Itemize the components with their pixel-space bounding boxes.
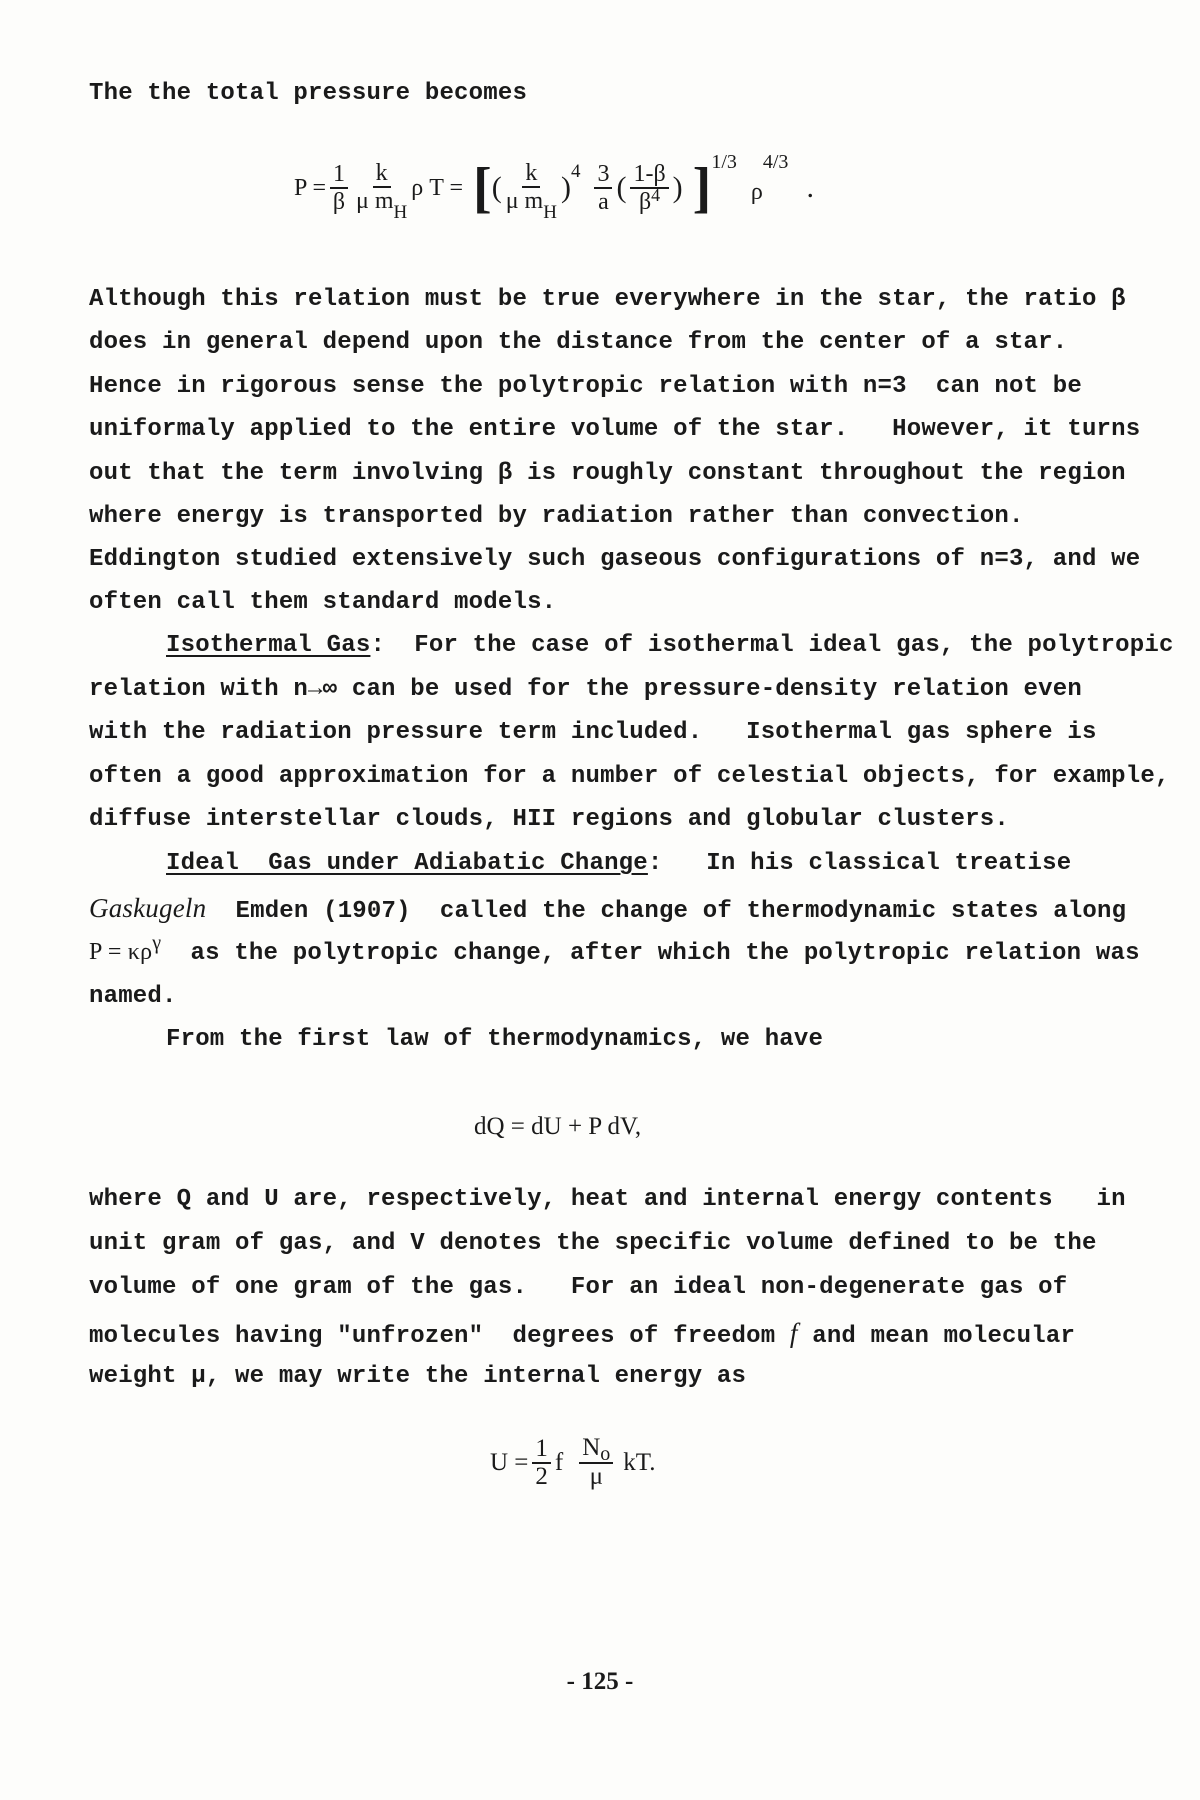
- formula: P = κρ: [89, 939, 153, 965]
- den: [356, 188, 408, 223]
- sub: o: [600, 1443, 611, 1465]
- den: a: [598, 189, 609, 215]
- fraction: [356, 160, 408, 223]
- sub: H: [543, 202, 557, 223]
- paren: ): [672, 171, 683, 204]
- text-line: Hence in rigorous sense the polytropic relation with n=3 can not be: [89, 373, 1082, 400]
- outer-exponent: 1/3: [711, 150, 737, 173]
- text-line: [166, 849, 1071, 879]
- right-bracket: ]: [692, 157, 712, 219]
- den-text: μ m: [356, 188, 394, 214]
- text-line: [166, 631, 1174, 661]
- book-title: Gaskugeln: [89, 893, 207, 923]
- sub: H: [393, 202, 408, 223]
- den: μ: [589, 1463, 603, 1490]
- den-text: β: [638, 188, 652, 215]
- text: : In his classical treatise: [647, 850, 1072, 877]
- formula-exponent: γ: [152, 932, 162, 954]
- num: k: [373, 160, 391, 188]
- symbol-f: f: [554, 1448, 564, 1476]
- text-line: often a good approximation for a number of celestial objects, for example,: [89, 763, 1170, 790]
- equation-first-law: dQ = dU + P dV,: [474, 1113, 642, 1140]
- fraction: [505, 160, 557, 223]
- text: and mean molecular: [797, 1323, 1076, 1350]
- text-line: relation with n→∞ can be used for the pressure-density relation even: [89, 676, 1082, 703]
- text-line: with the radiation pressure term included. Isothermal gas sphere is: [89, 719, 1097, 746]
- text-line: does in general depend upon the distance from the center of a star.: [89, 329, 1068, 356]
- fraction: [532, 1436, 551, 1490]
- intro-text: The the total pressure becomes: [89, 80, 528, 107]
- paren: (: [616, 171, 627, 204]
- num: 1: [532, 1436, 551, 1464]
- num: 3: [594, 161, 612, 189]
- text-line: [89, 893, 1126, 927]
- text-line: where Q and U are, respectively, heat and internal energy contents in: [89, 1186, 1126, 1213]
- text-line: out that the term involving β is roughly constant throughout the region: [89, 460, 1126, 487]
- section-heading: Isothermal Gas: [166, 632, 371, 659]
- text-line: [89, 932, 1140, 969]
- num: [579, 1435, 613, 1464]
- den: 2: [535, 1462, 548, 1490]
- num: k: [522, 160, 540, 188]
- sup: 4: [651, 184, 661, 205]
- text: : For the case of isothermal ideal gas, the polytropic: [370, 632, 1174, 659]
- num-text: N: [582, 1434, 601, 1461]
- text-line: where energy is transported by radiation rather than convection.: [89, 503, 1024, 530]
- text: Emden (1907) called the change of thermodynamic states along: [206, 898, 1127, 925]
- rho-exponent: 4/3: [762, 150, 789, 173]
- fraction: [630, 161, 668, 216]
- text-line: unit gram of gas, and V denotes the specific volume defined to be the: [89, 1230, 1097, 1257]
- fraction: [579, 1435, 613, 1490]
- text-line: [89, 1318, 1075, 1352]
- paren: ): [560, 171, 571, 204]
- text: molecules having "unfrozen" degrees of freedom: [89, 1323, 790, 1350]
- den: β: [332, 189, 346, 215]
- period: .: [806, 171, 814, 204]
- text-line: named.: [89, 983, 177, 1010]
- text: as the polytropic change, after which the polytropic relation was: [161, 940, 1140, 967]
- text-line: From the first law of thermodynamics, we have: [166, 1026, 824, 1053]
- page-number: - 125 -: [566, 1668, 634, 1695]
- text-line: volume of one gram of the gas. For an ideal non-degenerate gas of: [89, 1274, 1068, 1301]
- rho: ρ: [750, 178, 763, 205]
- eq-tail: kT.: [623, 1448, 656, 1476]
- eq-mid: ρ T =: [411, 174, 464, 201]
- text-line: diffuse interstellar clouds, HII regions and globular clusters.: [89, 806, 1009, 833]
- den: [638, 184, 661, 216]
- text-line: weight μ, we may write the internal energy as: [89, 1363, 747, 1390]
- text-line: Although this relation must be true everywhere in the star, the ratio β: [89, 286, 1126, 313]
- left-bracket: [: [473, 157, 492, 219]
- den: [505, 188, 557, 223]
- section-heading: Ideal Gas under Adiabatic Change: [166, 850, 648, 877]
- fraction: [594, 161, 612, 215]
- eq-lhs: U =: [490, 1448, 529, 1476]
- eq-lhs: P =: [294, 174, 326, 201]
- equation-total-pressure: [294, 150, 814, 223]
- num: 1: [330, 161, 348, 189]
- paren: (: [491, 171, 502, 204]
- fraction: [330, 161, 348, 215]
- text-line: uniformaly applied to the entire volume of the star. However, it turns: [89, 416, 1141, 443]
- exponent: 4: [570, 161, 581, 182]
- num: 1-β: [630, 161, 668, 189]
- equation-internal-energy: [490, 1435, 655, 1490]
- text-line: often call them standard models.: [89, 589, 557, 616]
- den-text: μ m: [505, 188, 544, 214]
- symbol-f: f: [789, 1318, 798, 1348]
- text-line: Eddington studied extensively such gaseous configurations of n=3, and we: [89, 546, 1141, 573]
